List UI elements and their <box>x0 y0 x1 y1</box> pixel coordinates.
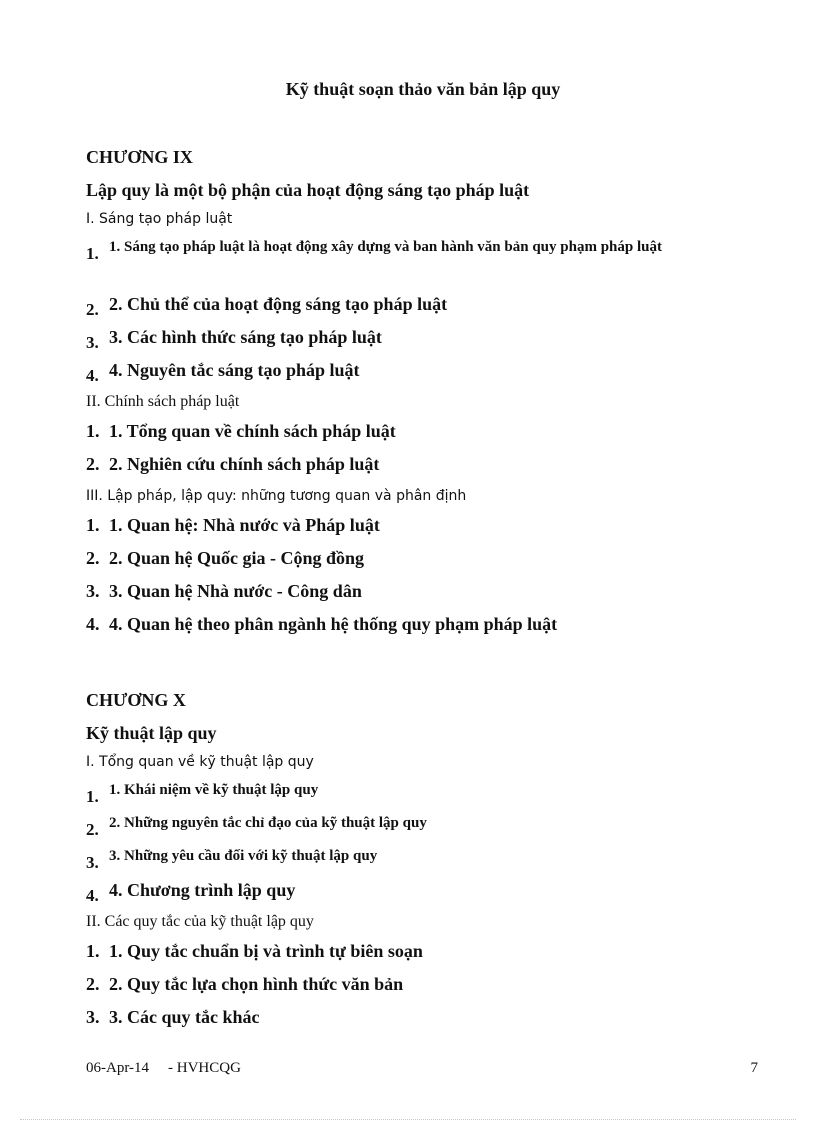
list-item <box>86 293 758 326</box>
list-text: 3. Những yêu cầu đối với kỹ thuật lập quy <box>109 848 378 864</box>
list-text: 1. Quy tắc chuẩn bị và trình tự biên soạn <box>109 941 423 961</box>
chapter-subtitle: Lập quy là một bộ phận của hoạt động sáng tạo pháp luật <box>86 180 530 200</box>
list-item <box>86 547 758 580</box>
list-text: 2. Nghiên cứu chính sách pháp luật <box>109 454 380 474</box>
page-number: 7 <box>750 1060 758 1076</box>
list-item <box>86 359 758 392</box>
footer-date: 06-Apr-14 <box>86 1060 150 1076</box>
list-text: 4. Chương trình lập quy <box>109 880 296 900</box>
list-item <box>86 326 758 359</box>
list-number: 2. <box>86 454 100 474</box>
list-text: 2. Chủ thể của hoạt động sáng tạo pháp luật <box>109 294 448 314</box>
list-number: 4. <box>86 886 99 905</box>
section-heading: II. Các quy tắc của kỹ thuật lập quy <box>86 913 314 930</box>
list-number: 4. <box>86 614 100 634</box>
list-number: 1. <box>86 244 99 263</box>
list-number: 3. <box>86 581 100 601</box>
chapter-heading: CHƯƠNG IX <box>86 147 193 167</box>
list-number: 1. <box>86 515 100 535</box>
list-number: 4. <box>86 366 99 385</box>
list-text: 1. Khái niệm về kỹ thuật lập quy <box>109 782 319 798</box>
list-text: 4. Quan hệ theo phân ngành hệ thống quy phạm pháp luật <box>109 614 558 634</box>
list-text: 3. Các hình thức sáng tạo pháp luật <box>109 327 382 347</box>
chapter-ix <box>86 146 758 646</box>
list-item <box>86 613 758 646</box>
list-number: 3. <box>86 1007 100 1027</box>
list-number: 2. <box>86 548 100 568</box>
list-number: 2. <box>86 300 99 319</box>
list-number: 2. <box>86 820 99 839</box>
list-number: 2. <box>86 974 100 994</box>
list-item <box>86 780 758 813</box>
list-item <box>86 973 758 1006</box>
list-number: 1. <box>86 787 99 806</box>
list-item <box>86 514 758 547</box>
section-heading: I. Tổng quan về kỹ thuật lập quy <box>86 754 314 770</box>
list-text: 3. Quan hệ Nhà nước - Công dân <box>109 581 362 601</box>
footer-organization: - HVHCQG <box>168 1060 241 1076</box>
list-item <box>86 940 758 973</box>
list-item <box>86 1006 758 1039</box>
section-heading: I. Sáng tạo pháp luật <box>86 211 233 227</box>
list-text: 2. Quan hệ Quốc gia - Cộng đồng <box>109 548 365 568</box>
list-item <box>86 453 758 486</box>
list-text: 1. Tổng quan về chính sách pháp luật <box>109 421 396 441</box>
section-heading: III. Lập pháp, lập quy: những tương quan và phân định <box>86 488 467 504</box>
list-item <box>86 846 758 879</box>
list-item <box>86 813 758 846</box>
list-item <box>86 580 758 613</box>
document-title: Kỹ thuật soạn thảo văn bản lập quy <box>285 79 561 99</box>
list-number: 3. <box>86 853 99 872</box>
list-text: 4. Nguyên tắc sáng tạo pháp luật <box>109 360 360 380</box>
list-item <box>86 420 758 453</box>
list-text: 1. Sáng tạo pháp luật là hoạt động xây dựng và ban hành văn bản quy phạm pháp luật <box>109 239 662 255</box>
list-item <box>86 237 758 293</box>
list-item <box>86 879 758 912</box>
list-text: 2. Quy tắc lựa chọn hình thức văn bản <box>109 974 404 994</box>
chapter-x <box>86 689 758 1039</box>
bottom-dotted-divider <box>20 1119 796 1120</box>
section-heading: II. Chính sách pháp luật <box>86 393 240 410</box>
list-number: 3. <box>86 333 99 352</box>
chapter-subtitle: Kỹ thuật lập quy <box>86 723 217 743</box>
list-text: 3. Các quy tắc khác <box>109 1007 260 1027</box>
list-number: 1. <box>86 941 100 961</box>
list-text: 2. Những nguyên tắc chỉ đạo của kỹ thuật lập quy <box>109 815 427 831</box>
chapter-heading: CHƯƠNG X <box>86 690 186 710</box>
list-text: 1. Quan hệ: Nhà nước và Pháp luật <box>109 515 380 535</box>
list-number: 1. <box>86 421 100 441</box>
page-footer <box>86 1060 758 1077</box>
